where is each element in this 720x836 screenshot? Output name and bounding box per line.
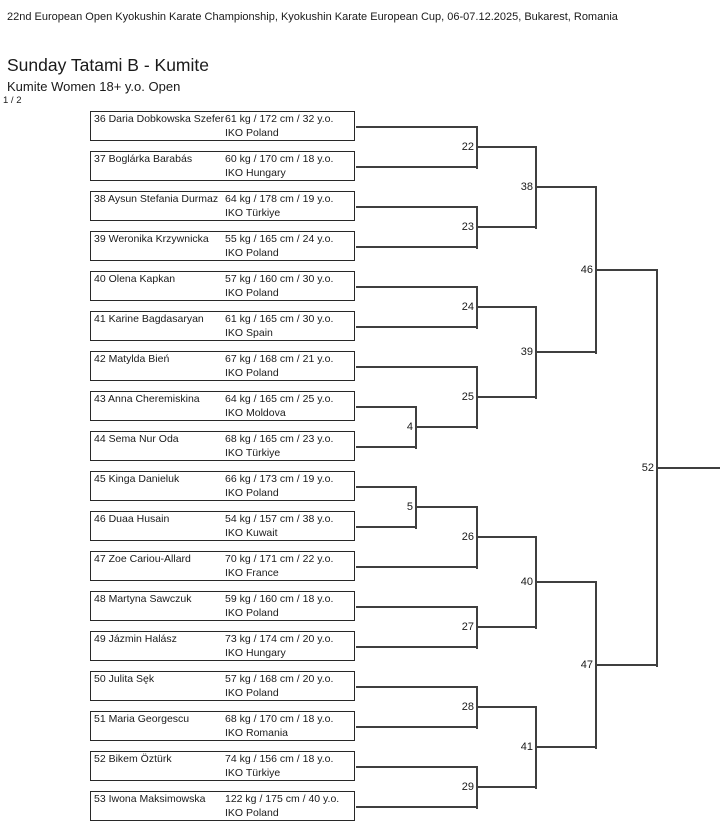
connector-line-horizontal: [356, 486, 417, 488]
connector-line-horizontal: [477, 626, 537, 628]
entry-seed-name: 38 Aysun Stefania Durmaz: [94, 193, 219, 205]
match-number: 24: [461, 301, 474, 313]
connector-line-horizontal: [477, 306, 537, 308]
connector-line-vertical: [476, 687, 478, 729]
connector-line-vertical: [476, 367, 478, 429]
entry-organization: IKO Hungary: [225, 646, 286, 659]
entry-organization: IKO Poland: [225, 486, 279, 499]
connector-line-horizontal: [536, 746, 597, 748]
match-number: 39: [520, 346, 533, 358]
connector-line-vertical: [476, 127, 478, 169]
entry-seed-name: 53 Iwona Maksimowska: [94, 793, 206, 805]
connector-line-horizontal: [477, 786, 537, 788]
connector-line-vertical: [476, 607, 478, 649]
match-number: 26: [461, 531, 474, 543]
entry-measurements: 70 kg / 171 cm / 22 y.o.: [225, 553, 334, 565]
connector-line-horizontal: [416, 426, 478, 428]
connector-line-horizontal: [477, 396, 537, 398]
entry-stats: [225, 793, 339, 820]
connector-line-horizontal: [596, 269, 658, 271]
bracket-entry: [90, 111, 355, 141]
match-number: 23: [461, 221, 474, 233]
entry-organization: IKO Romania: [225, 726, 289, 739]
entry-seed-name: 39 Weronika Krzywnicka: [94, 233, 209, 245]
entry-seed-name: 50 Julita Sęk: [94, 673, 155, 685]
entry-stats: [225, 273, 333, 300]
entry-seed-name: 51 Maria Georgescu: [94, 713, 190, 725]
connector-line-horizontal: [416, 506, 478, 508]
entry-measurements: 59 kg / 160 cm / 18 y.o.: [225, 593, 334, 605]
connector-line-horizontal: [356, 726, 478, 728]
connector-line-vertical: [476, 207, 478, 249]
bracket-entry: [90, 631, 355, 661]
entry-seed-name: 37 Boglárka Barabás: [94, 153, 193, 165]
category-subtitle: Kumite Women 18+ y.o. Open: [7, 79, 181, 94]
connector-line-vertical: [415, 487, 417, 529]
entry-measurements: 60 kg / 170 cm / 18 y.o.: [225, 153, 334, 165]
connector-line-horizontal: [477, 146, 537, 148]
connector-line-horizontal: [657, 467, 720, 469]
match-number: 52: [641, 462, 654, 474]
entry-seed-name: 48 Martyna Sawczuk: [94, 593, 192, 605]
entry-seed-name: 41 Karine Bagdasaryan: [94, 313, 204, 325]
bracket-entry: [90, 791, 355, 821]
match-number: 25: [461, 391, 474, 403]
entry-seed-name: 40 Olena Kapkan: [94, 273, 176, 285]
connector-line-horizontal: [536, 581, 597, 583]
entry-stats: [225, 353, 333, 380]
bracket-entry: [90, 311, 355, 341]
entry-organization: IKO Türkiye: [225, 766, 281, 779]
entry-measurements: 61 kg / 172 cm / 32 y.o.: [225, 113, 334, 125]
championship-header: 22nd European Open Kyokushin Karate Championship, Kyokushin Karate European Cup, 06-07.12.2025, Bukarest, Romania: [7, 11, 618, 23]
connector-line-horizontal: [356, 206, 478, 208]
entry-organization: IKO Türkiye: [225, 446, 281, 459]
entry-stats: [225, 393, 333, 420]
connector-line-horizontal: [356, 246, 478, 248]
entry-organization: IKO Poland: [225, 606, 279, 619]
connector-line-horizontal: [356, 286, 478, 288]
match-number: 28: [461, 701, 474, 713]
connector-line-horizontal: [356, 766, 478, 768]
entry-organization: IKO Poland: [225, 806, 279, 819]
entry-stats: [225, 753, 333, 780]
entry-organization: IKO Kuwait: [225, 526, 278, 539]
entry-organization: IKO Poland: [225, 286, 279, 299]
match-number: 46: [580, 264, 593, 276]
entry-organization: IKO Hungary: [225, 166, 286, 179]
bracket-entry: [90, 671, 355, 701]
page-indicator: 1 / 2: [3, 95, 22, 106]
bracket-entry: [90, 591, 355, 621]
bracket-entry: [90, 471, 355, 501]
entry-measurements: 64 kg / 165 cm / 25 y.o.: [225, 393, 334, 405]
match-number: 5: [406, 501, 413, 513]
connector-line-horizontal: [356, 646, 478, 648]
connector-line-horizontal: [356, 406, 417, 408]
connector-line-horizontal: [356, 526, 417, 528]
entry-stats: [225, 713, 333, 740]
entry-organization: IKO Poland: [225, 366, 279, 379]
connector-line-horizontal: [356, 606, 478, 608]
entry-measurements: 55 kg / 165 cm / 24 y.o.: [225, 233, 334, 245]
entry-measurements: 57 kg / 160 cm / 30 y.o.: [225, 273, 334, 285]
connector-line-vertical: [476, 767, 478, 809]
entry-organization: IKO Poland: [225, 126, 279, 139]
entry-organization: IKO France: [225, 566, 279, 579]
entry-seed-name: 45 Kinga Danieluk: [94, 473, 180, 485]
connector-line-vertical: [476, 507, 478, 569]
bracket-entry: [90, 271, 355, 301]
entry-measurements: 73 kg / 174 cm / 20 y.o.: [225, 633, 334, 645]
connector-line-horizontal: [356, 446, 417, 448]
bracket-entry: [90, 551, 355, 581]
connector-line-horizontal: [356, 566, 478, 568]
entry-stats: [225, 113, 333, 140]
connector-line-horizontal: [356, 686, 478, 688]
match-number: 4: [406, 421, 413, 433]
connector-line-horizontal: [356, 366, 478, 368]
entry-measurements: 74 kg / 156 cm / 18 y.o.: [225, 753, 334, 765]
match-number: 38: [520, 181, 533, 193]
entry-stats: [225, 553, 333, 580]
bracket-entry: [90, 751, 355, 781]
connector-line-horizontal: [477, 536, 537, 538]
entry-measurements: 54 kg / 157 cm / 38 y.o.: [225, 513, 334, 525]
entry-stats: [225, 313, 333, 340]
entry-organization: IKO Moldova: [225, 406, 286, 419]
entry-stats: [225, 673, 333, 700]
bracket-entry: [90, 391, 355, 421]
entry-measurements: 57 kg / 168 cm / 20 y.o.: [225, 673, 334, 685]
bracket-entry: [90, 711, 355, 741]
entry-seed-name: 52 Bikem Öztürk: [94, 753, 172, 765]
entry-seed-name: 47 Zoe Cariou-Allard: [94, 553, 191, 565]
connector-line-vertical: [535, 307, 537, 399]
bracket-entry: [90, 351, 355, 381]
entry-stats: [225, 153, 333, 180]
entry-seed-name: 44 Sema Nur Oda: [94, 433, 179, 445]
connector-line-horizontal: [477, 226, 537, 228]
connector-line-vertical: [535, 147, 537, 229]
match-number: 47: [580, 659, 593, 671]
match-number: 41: [520, 741, 533, 753]
connector-line-horizontal: [356, 806, 478, 808]
connector-line-horizontal: [356, 166, 478, 168]
entry-measurements: 64 kg / 178 cm / 19 y.o.: [225, 193, 334, 205]
entry-stats: [225, 513, 333, 540]
entry-seed-name: 43 Anna Cheremiskina: [94, 393, 200, 405]
entry-stats: [225, 473, 333, 500]
bracket-entry: [90, 231, 355, 261]
connector-line-vertical: [415, 407, 417, 449]
entry-organization: IKO Poland: [225, 686, 279, 699]
entry-seed-name: 46 Duaa Husain: [94, 513, 170, 525]
entry-measurements: 122 kg / 175 cm / 40 y.o.: [225, 793, 340, 805]
match-number: 22: [461, 141, 474, 153]
bracket-entry: [90, 191, 355, 221]
entry-stats: [225, 193, 333, 220]
connector-line-horizontal: [536, 186, 597, 188]
entry-seed-name: 42 Matylda Bień: [94, 353, 170, 365]
entry-stats: [225, 593, 333, 620]
entry-organization: IKO Poland: [225, 246, 279, 259]
entry-measurements: 68 kg / 170 cm / 18 y.o.: [225, 713, 334, 725]
match-number: 29: [461, 781, 474, 793]
connector-line-vertical: [535, 537, 537, 629]
connector-line-horizontal: [356, 126, 478, 128]
connector-line-vertical: [535, 707, 537, 789]
bracket-entry: [90, 431, 355, 461]
connector-line-horizontal: [356, 326, 478, 328]
connector-line-vertical: [476, 287, 478, 329]
connector-line-horizontal: [596, 664, 658, 666]
entry-stats: [225, 433, 333, 460]
connector-line-horizontal: [477, 706, 537, 708]
entry-stats: [225, 233, 333, 260]
bracket-entry: [90, 151, 355, 181]
entry-seed-name: 49 Jázmin Halász: [94, 633, 177, 645]
entry-measurements: 66 kg / 173 cm / 19 y.o.: [225, 473, 334, 485]
entry-measurements: 68 kg / 165 cm / 23 y.o.: [225, 433, 334, 445]
entry-stats: [225, 633, 333, 660]
entry-measurements: 67 kg / 168 cm / 21 y.o.: [225, 353, 334, 365]
entry-measurements: 61 kg / 165 cm / 30 y.o.: [225, 313, 334, 325]
match-number: 40: [520, 576, 533, 588]
entry-seed-name: 36 Daria Dobkowska Szefer: [94, 113, 225, 125]
bracket-entry: [90, 511, 355, 541]
match-number: 27: [461, 621, 474, 633]
entry-organization: IKO Spain: [225, 326, 273, 339]
connector-line-horizontal: [536, 351, 597, 353]
page-title: Sunday Tatami B - Kumite: [7, 55, 209, 75]
entry-organization: IKO Türkiye: [225, 206, 281, 219]
